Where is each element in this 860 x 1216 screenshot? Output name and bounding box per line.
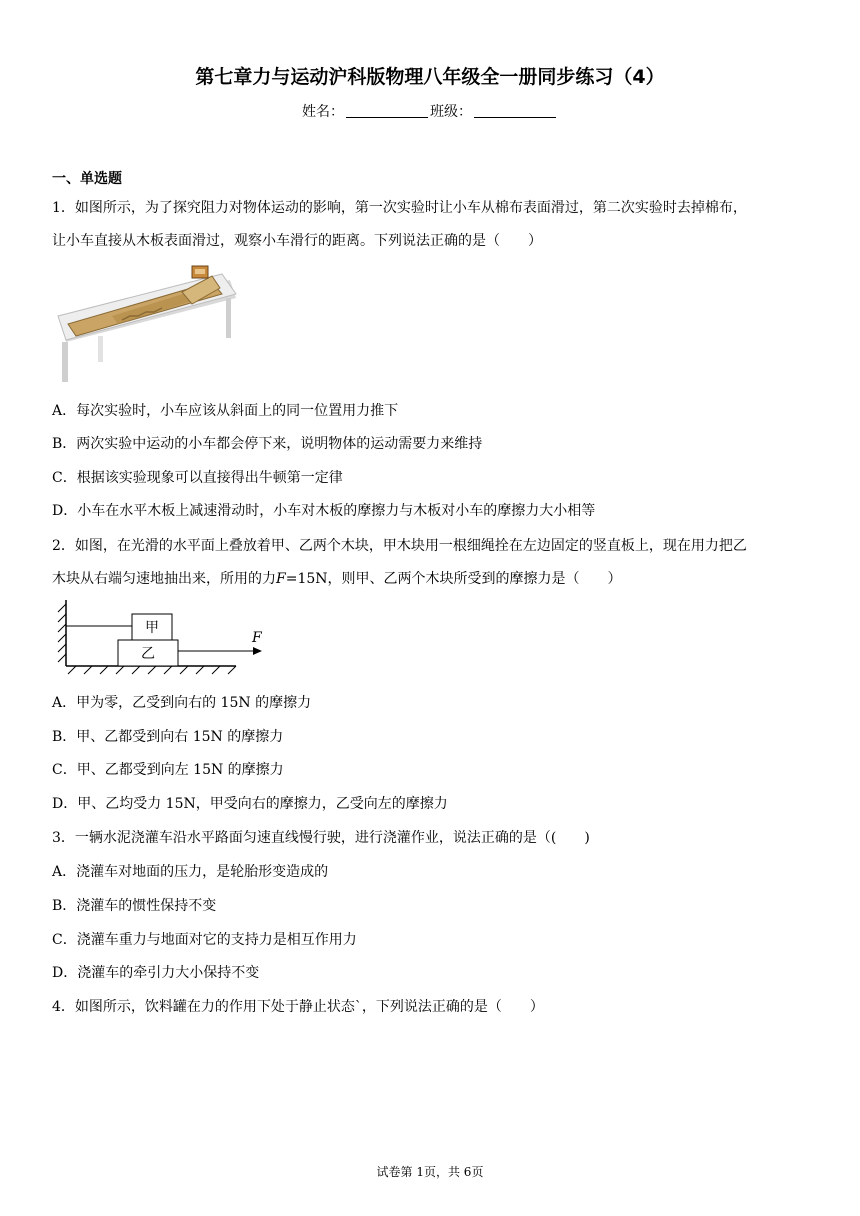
q2-option-d: D．甲、乙均受力 15N，甲受向右的摩擦力，乙受向左的摩擦力 [52,796,448,812]
q1-option-d: D．小车在水平木板上减速滑动时，小车对木板的摩擦力与木板对小车的摩擦力大小相等 [52,503,596,519]
q3-option-a: A．浇灌车对地面的压力，是轮胎形变造成的 [52,864,329,880]
q3-stem: 3．一辆水泥浇灌车沿水平路面匀速直线慢行驶，进行浇灌作业，说法正确的是（( ) [52,830,590,846]
q2-stem-line1: 2．如图，在光滑的水平面上叠放着甲、乙两个木块，甲木块用一根细绳拴在左边固定的竖直板上，现在用力把乙 [52,538,747,554]
q3-option-c: C．浇灌车重力与地面对它的支持力是相互作用力 [52,932,357,948]
q2-option-c: C．甲、乙都受到向左 15N 的摩擦力 [52,762,284,778]
q2-stem-line2 [52,568,622,588]
q1-ramp-experiment-figure [52,258,238,384]
name-blank[interactable] [346,103,428,118]
block-yi-label: 乙 [141,646,155,662]
page-title: 第七章力与运动沪科版物理八年级全一册同步练习（4） [195,66,665,88]
class-label: 班级： [430,104,472,120]
q4-stem: 4．如图所示，饮料罐在力的作用下处于静止状态`，下列说法正确的是（ ） [52,999,544,1015]
block-jia-label: 甲 [145,620,159,636]
q1-stem-line2: 让小车直接从木板表面滑过，观察小车滑行的距离。下列说法正确的是（ ） [52,233,542,249]
q3-option-b: B．浇灌车的惯性保持不变 [52,898,217,914]
q2-stem-text-a: 木块从右端匀速地抽出来，所用的力 [52,571,276,587]
q2-stacked-blocks-figure [56,596,268,678]
q1-option-a: A．每次实验时，小车应该从斜面上的同一位置用力推下 [52,403,399,419]
force-label: F [252,630,262,646]
section-heading: 一、单选题 [52,171,122,187]
q1-stem-line1: 1．如图所示，为了探究阻力对物体运动的影响，第一次实验时让小车从棉布表面滑过，第二次实验时去掉棉布， [52,200,747,216]
q2-force-symbol: F [276,571,286,587]
q3-option-d: D．浇灌车的牵引力大小保持不变 [52,965,260,981]
student-info-line [0,101,860,121]
q2-option-a: A．甲为零，乙受到向右的 15N 的摩擦力 [52,695,312,711]
q2-stem-text-b: =15N，则甲、乙两个木块所受到的摩擦力是（ ） [285,571,622,587]
q2-option-b: B．甲、乙都受到向右 15N 的摩擦力 [52,729,284,745]
name-label: 姓名： [302,104,344,120]
page-footer: 试卷第 1页，共 6页 [376,1165,484,1179]
q1-option-b: B．两次实验中运动的小车都会停下来，说明物体的运动需要力来维持 [52,436,483,452]
q1-option-c: C．根据该实验现象可以直接得出牛顿第一定律 [52,470,343,486]
class-blank[interactable] [474,103,556,118]
